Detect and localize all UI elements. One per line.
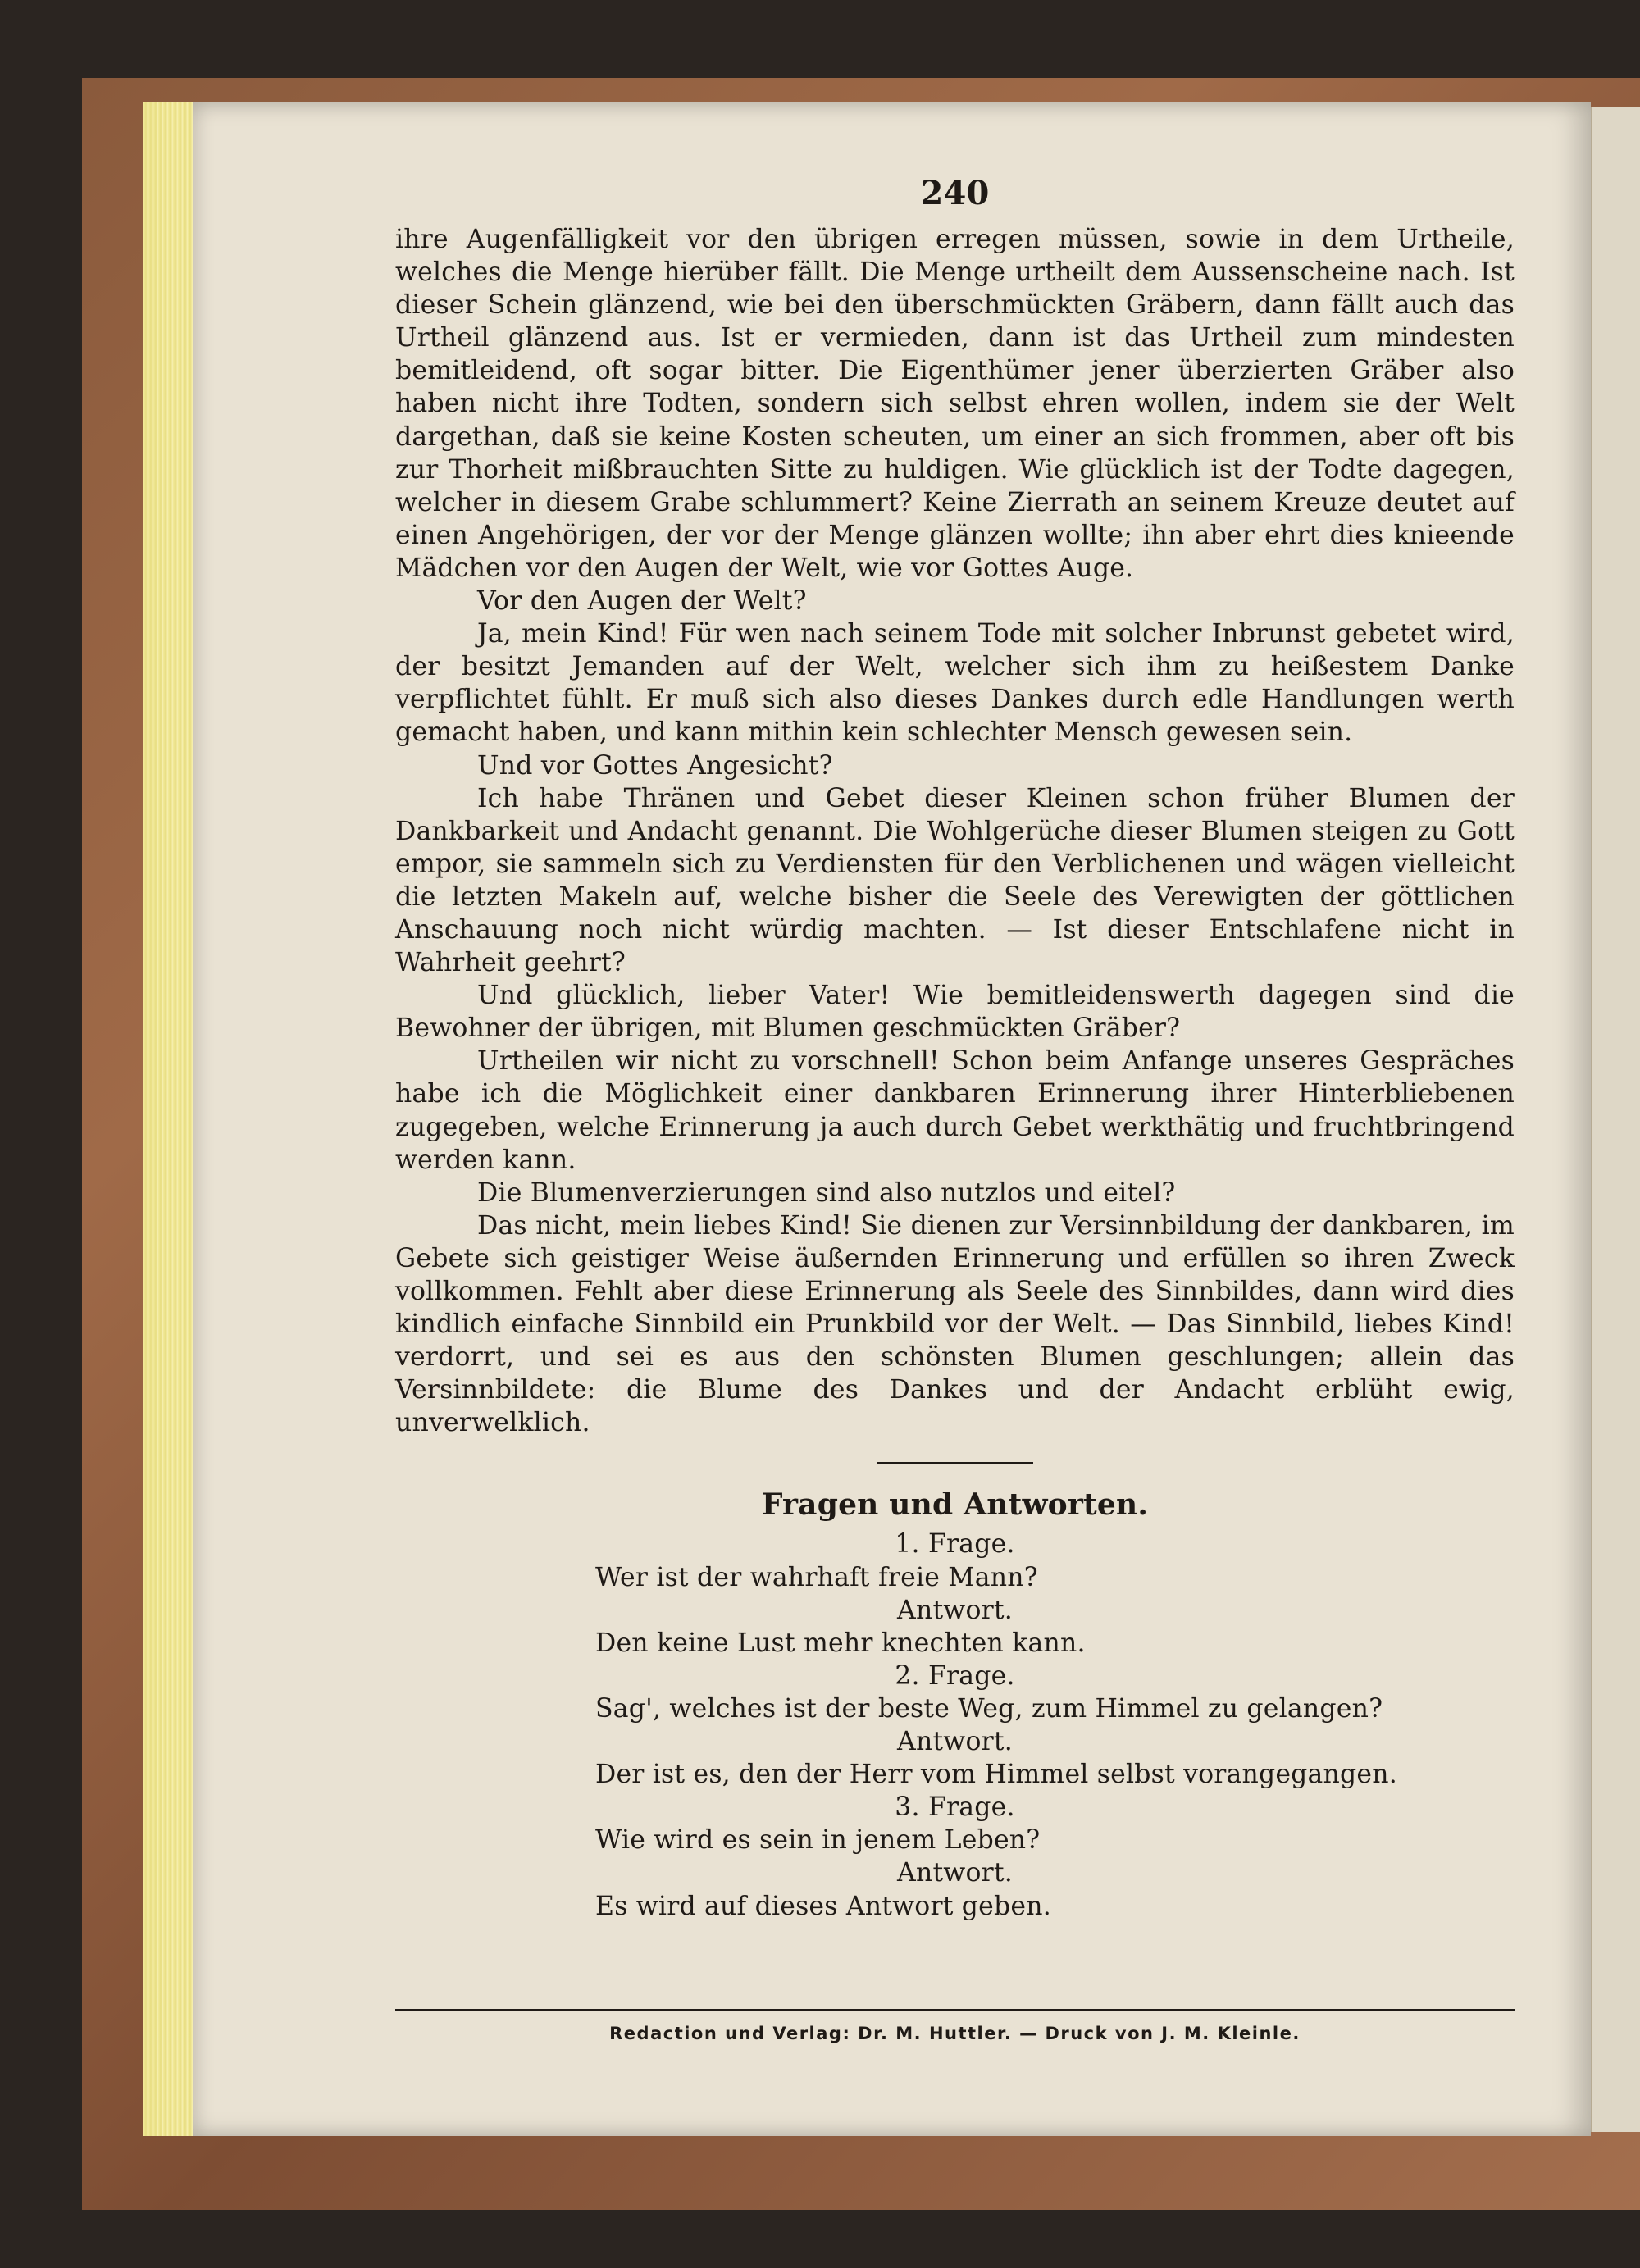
question-label: 1. Frage. (895, 1529, 1015, 1560)
paragraph: ihre Augenfälligkeit vor den übrigen erregen müssen, sowie in dem Urtheile, welches die Menge hierüber fällt. Die Menge urtheilt dem Aussenscheine nach. Ist dieser Schein glänzend, wie bei den überschmückten Gräbern, dann fällt auch das Urtheil glänzend aus. Ist er vermieden, dann ist das Urtheil zum mindesten bemitleidend, oft sogar bitter. Die Eigenthümer jener überzierten Gräber also haben nicht ihre Todten, sondern sich selbst ehren wollen, indem sie der Welt dargethan, daß sie keine Kosten scheuten, um einer an sich frommen, aber oft bis zur Thorheit mißbrauchten Sitte zu huldigen. Wie glücklich ist der Todte dagegen, welcher in diesem Grabe schlummert? Keine Zierrath an seinem Kreuze deutet auf einen Angehörigen, der vor der Menge glänzen wollte; ihn aber ehrt dies knieende Mädchen vor den Augen der Welt, wie vor Gottes Auge. (395, 225, 1515, 583)
paragraph: Vor den Augen der Welt? (477, 586, 807, 617)
answer-label: Antwort. (897, 1727, 1013, 1757)
answer-text: Der ist es, den der Herr vom Himmel selbst vorangegangen. (595, 1760, 1397, 1790)
page-text (395, 172, 1515, 1923)
page-number: 240 (920, 174, 990, 212)
page-edges (144, 102, 194, 2136)
question-label: 3. Frage. (895, 1792, 1015, 1823)
footer-rule (395, 2009, 1515, 2011)
paragraph: Urtheilen wir nicht zu vorschnell! Schon beim Anfange unseres Gespräches habe ich die Möglichkeit einer dankbaren Erinnerung ihrer Hinterbliebenen zugegeben, welche Erinnerung ja auch durch Gebet werkthätig und fruchtbringend werden kann. (395, 1046, 1515, 1175)
paragraph: Und vor Gottes Angesicht? (477, 750, 833, 781)
question-text: Wie wird es sein in jenem Leben? (595, 1825, 1041, 1856)
section-divider (877, 1462, 1033, 1464)
paragraph: Die Blumenverzierungen sind also nutzlos und eitel? (477, 1177, 1176, 1208)
paragraph: Ich habe Thränen und Gebet dieser Kleinen schon früher Blumen der Dankbarkeit und Andacht genannt. Die Wohlgerüche dieser Blumen steigen zu Gott empor, sie sammeln sich zu Verdiensten für den Verblichenen und wägen vielleicht die letzten Makeln auf, welche bisher die Seele des Verewigten der göttlichen Anschauung noch nicht würdig machten. — Ist dieser Entschlafene nicht in Wahrheit geehrt? (395, 783, 1515, 978)
question-text: Sag', welches ist der beste Weg, zum Himmel zu gelangen? (595, 1693, 1383, 1724)
facing-page-edge (1591, 107, 1640, 2132)
answer-text: Den keine Lust mehr knechten kann. (595, 1628, 1086, 1658)
paragraph: Das nicht, mein liebes Kind! Sie dienen zur Versinnbildung der dankbaren, im Gebete sich geistiger Weise äußernden Erinnerung und erfüllen so ihren Zweck vollkommen. Fehlt aber diese Erinnerung als Seele des Sinnbildes, dann wird dies kindlich einfache Sinnbild ein Prunkbild vor der Welt. — Das Sinnbild, liebes Kind! verdorrt, und sei es aus den schönsten Blumen geschlungen; allein das Versinnbildete: die Blume des Dankes und der Andacht erblüht ewig, unverwelklich. (395, 1210, 1515, 1438)
answer-label: Antwort. (897, 1595, 1013, 1625)
answer-text: Es wird auf dieses Antwort geben. (595, 1891, 1051, 1921)
paragraph: Ja, mein Kind! Für wen nach seinem Tode mit solcher Inbrunst gebetet wird, der besitzt Jemanden auf der Welt, welcher sich ihm zu heißestem Danke verpflichtet fühlt. Er muß sich also dieses Dankes durch edle Handlungen werth gemacht haben, und kann mithin kein schlechter Mensch gewesen sein. (395, 619, 1515, 748)
question-text: Wer ist der wahrhaft freie Mann? (595, 1562, 1038, 1592)
paragraph: Und glücklich, lieber Vater! Wie bemitleidenswerth dagegen sind die Bewohner der übrigen, mit Blumen geschmückten Gräber? (395, 981, 1515, 1044)
question-label: 2. Frage. (895, 1660, 1015, 1691)
imprint-footer: Redaction und Verlag: Dr. M. Huttler. — Druck von J. M. Kleinle. (609, 2024, 1301, 2043)
answer-label: Antwort. (897, 1858, 1013, 1888)
section-heading: Fragen und Antworten. (761, 1487, 1149, 1523)
